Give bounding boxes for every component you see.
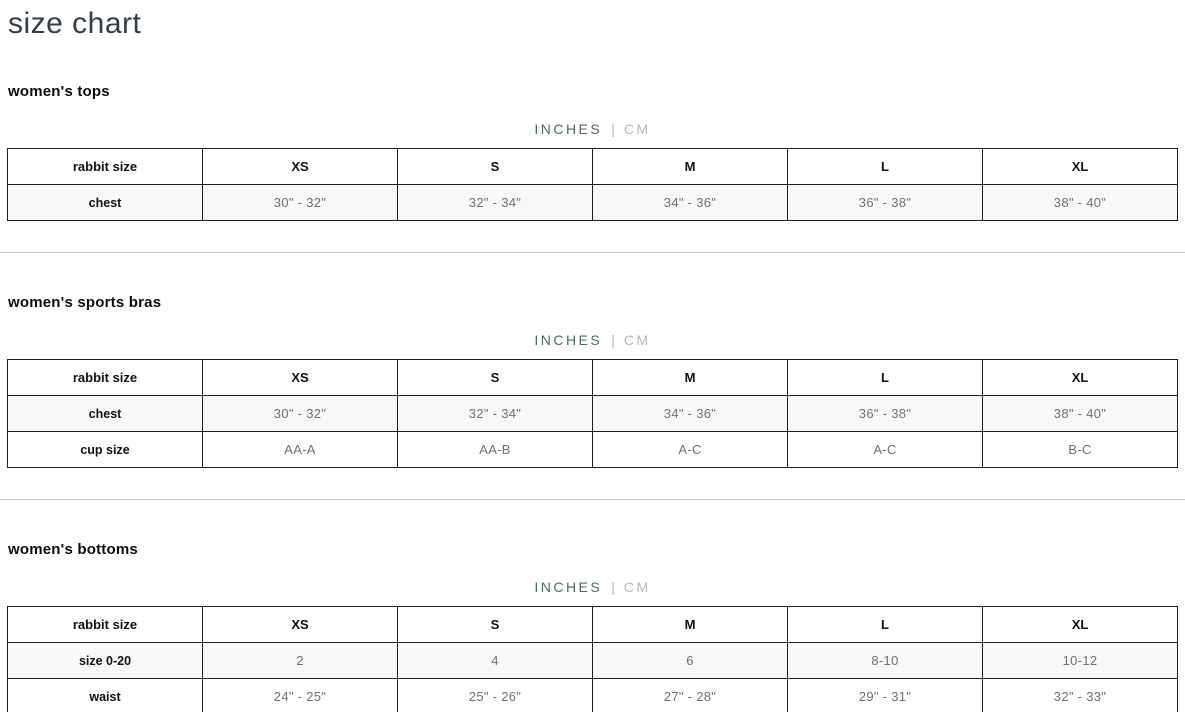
- section-heading: women's sports bras: [8, 294, 162, 311]
- inches-toggle[interactable]: INCHES: [534, 579, 603, 595]
- size-section: [0, 295, 1185, 468]
- size-value-cell: A-C: [593, 432, 788, 468]
- unit-toggle-separator: |: [611, 121, 615, 137]
- size-value-cell: A-C: [788, 432, 983, 468]
- size-value-cell: 34" - 36": [593, 396, 788, 432]
- size-column-header: L: [788, 360, 983, 396]
- size-column-header: L: [788, 149, 983, 185]
- size-value-cell: 25" - 26": [398, 679, 593, 712]
- inches-toggle[interactable]: INCHES: [534, 332, 603, 348]
- size-value-cell: AA-B: [398, 432, 593, 468]
- unit-toggle: [0, 332, 1185, 348]
- size-table: [7, 359, 1178, 468]
- unit-toggle: [0, 579, 1185, 595]
- page-title: size chart: [8, 7, 142, 40]
- size-value-cell: 27" - 28": [593, 679, 788, 712]
- size-column-header: XS: [203, 607, 398, 643]
- table-header-row: [8, 607, 1178, 643]
- size-column-header: M: [593, 360, 788, 396]
- cm-toggle[interactable]: CM: [623, 121, 651, 137]
- size-value-cell: 36" - 38": [788, 396, 983, 432]
- row-label: chest: [8, 185, 203, 221]
- size-value-cell: 2: [203, 643, 398, 679]
- size-value-cell: 29" - 31": [788, 679, 983, 712]
- size-column-header: S: [398, 360, 593, 396]
- table-header-row: [8, 149, 1178, 185]
- inches-toggle[interactable]: INCHES: [534, 121, 603, 137]
- size-value-cell: AA-A: [203, 432, 398, 468]
- size-value-cell: 10-12: [983, 643, 1178, 679]
- row-label: size 0-20: [8, 643, 203, 679]
- corner-header-cell: rabbit size: [8, 360, 203, 396]
- table-row: [8, 643, 1178, 679]
- section-heading: women's tops: [8, 83, 110, 100]
- sections-container: [0, 84, 1185, 712]
- unit-toggle: [0, 121, 1185, 137]
- section-divider: [0, 499, 1185, 500]
- row-label: waist: [8, 679, 203, 712]
- size-section: [0, 542, 1185, 712]
- size-value-cell: 32" - 34": [398, 185, 593, 221]
- size-table: [7, 606, 1178, 712]
- size-column-header: S: [398, 607, 593, 643]
- size-column-header: S: [398, 149, 593, 185]
- cm-toggle[interactable]: CM: [623, 579, 651, 595]
- size-value-cell: 30" - 32": [203, 396, 398, 432]
- table-row: [8, 185, 1178, 221]
- size-column-header: XL: [983, 607, 1178, 643]
- size-value-cell: 4: [398, 643, 593, 679]
- size-value-cell: 8-10: [788, 643, 983, 679]
- cm-toggle[interactable]: CM: [623, 332, 651, 348]
- size-value-cell: 36" - 38": [788, 185, 983, 221]
- size-column-header: L: [788, 607, 983, 643]
- corner-header-cell: rabbit size: [8, 607, 203, 643]
- size-value-cell: 34" - 36": [593, 185, 788, 221]
- unit-toggle-separator: |: [611, 579, 615, 595]
- size-value-cell: 32" - 33": [983, 679, 1178, 712]
- size-value-cell: 38" - 40": [983, 185, 1178, 221]
- size-column-header: M: [593, 607, 788, 643]
- section-divider: [0, 252, 1185, 253]
- size-value-cell: 6: [593, 643, 788, 679]
- size-section: [0, 84, 1185, 221]
- size-chart-page: [0, 6, 1185, 712]
- corner-header-cell: rabbit size: [8, 149, 203, 185]
- size-column-header: XL: [983, 360, 1178, 396]
- size-column-header: XS: [203, 360, 398, 396]
- size-column-header: XS: [203, 149, 398, 185]
- size-column-header: XL: [983, 149, 1178, 185]
- size-value-cell: 30" - 32": [203, 185, 398, 221]
- table-row: [8, 432, 1178, 468]
- row-label: chest: [8, 396, 203, 432]
- size-column-header: M: [593, 149, 788, 185]
- size-value-cell: 38" - 40": [983, 396, 1178, 432]
- row-label: cup size: [8, 432, 203, 468]
- size-value-cell: 32" - 34": [398, 396, 593, 432]
- table-row: [8, 396, 1178, 432]
- table-header-row: [8, 360, 1178, 396]
- unit-toggle-separator: |: [611, 332, 615, 348]
- size-value-cell: 24" - 25": [203, 679, 398, 712]
- size-table: [7, 148, 1178, 221]
- size-value-cell: B-C: [983, 432, 1178, 468]
- table-row: [8, 679, 1178, 712]
- section-heading: women's bottoms: [8, 541, 138, 558]
